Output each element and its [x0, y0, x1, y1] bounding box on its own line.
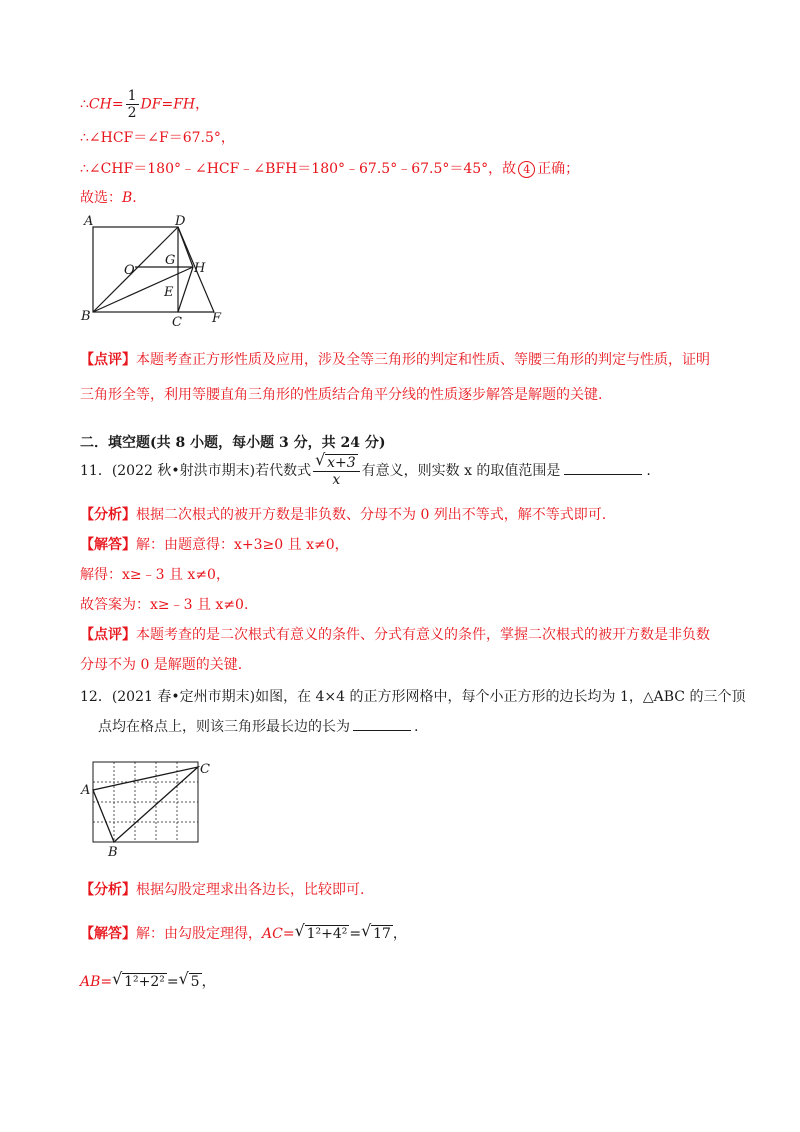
section-title: 二．填空题(共 8 小题，每小题 3 分，共 24 分): [80, 435, 386, 451]
q11-comment-2: 分母不为 0 是解题的关键.: [80, 657, 243, 673]
analysis-text: 根据二次根式的被开方数是非负数、分母不为 0 列出不等式，解不等式即可.: [136, 507, 607, 523]
segment-df: DF: [140, 96, 162, 113]
equals-sign-2: =: [166, 974, 179, 990]
answer-blank[interactable]: [353, 718, 411, 731]
comment-tag: 【点评】: [80, 627, 136, 643]
q11-analysis: [80, 505, 606, 525]
sqrt-result: [361, 920, 393, 948]
label-b: B: [81, 309, 91, 324]
comment-paragraph-1: [80, 350, 710, 370]
radical-sign: √: [361, 921, 372, 940]
label-a: A: [84, 214, 94, 229]
analysis-tag: 【分析】: [80, 507, 136, 523]
solution-line-angle-chf: [80, 159, 579, 179]
answer-tag: 【解答】: [80, 926, 136, 942]
radical-sign: √: [112, 969, 123, 988]
equals-sign: =: [111, 96, 124, 113]
sqrt-ac-squares: [295, 920, 350, 948]
q11-answer-3: 故答案为：x≥﹣3 且 x≠0.: [80, 597, 249, 613]
radical-sign: √: [178, 969, 189, 988]
sqrt-ab-squares: [112, 968, 167, 996]
comment-tag: 【点评】: [80, 352, 136, 368]
question-12-stem-1: 12．(2021 春•定州市期末)如图，在 4×4 的正方形网格中，每个小正方形的边长均为 1，△ABC 的三个顶: [80, 689, 746, 705]
segment-ac: AC: [262, 926, 283, 942]
label-c: C: [200, 762, 210, 777]
square-figure: [78, 212, 238, 332]
radicand: x+3: [327, 454, 356, 471]
label-g: G: [165, 253, 176, 268]
choice-answer: B: [122, 190, 133, 206]
label-f: F: [212, 311, 222, 326]
q11-stem-text-2: 有意义，则实数 x 的取值范围是: [361, 463, 561, 479]
fraction-half: [126, 88, 139, 121]
label-d: D: [175, 214, 186, 229]
segment-fh: FH: [173, 96, 196, 113]
fraction-numerator: 1: [127, 88, 137, 104]
label-o: O: [124, 263, 135, 278]
period: .: [132, 190, 137, 206]
sqrt-expression: [315, 449, 358, 471]
label-a: A: [81, 783, 91, 798]
therefore-symbol: ∴: [80, 96, 89, 113]
radicand: 1²+2²: [124, 974, 165, 990]
comma: ，: [392, 926, 407, 942]
question-12-stem-2: [98, 717, 418, 737]
triangle-abc: [93, 767, 198, 842]
answer-text: 解：由勾股定理得，: [136, 926, 262, 942]
grid-figure: [78, 742, 218, 862]
radical-sign: √: [294, 921, 305, 940]
label-c: C: [172, 315, 182, 330]
solution-line-ch: [80, 88, 209, 121]
label-h: H: [194, 261, 206, 276]
comment-text: 本题考查正方形性质及应用，涉及全等三角形的判定和性质、等腰三角形的判定与性质，证明: [136, 352, 710, 368]
period: .: [646, 463, 651, 479]
q11-fraction-numerator: [313, 449, 360, 472]
q11-fraction: [313, 449, 360, 488]
q12-answer-2: [80, 968, 216, 996]
comment-text: 本题考查的是二次根式有意义的条件、分式有意义的条件，掌握二次根式的被开方数是非负数: [136, 627, 710, 643]
segment-ch-line: [178, 267, 193, 312]
q11-fraction-denominator: x: [332, 471, 341, 488]
answer-tag: 【解答】: [80, 537, 136, 553]
choice-prefix: 故选：: [80, 190, 122, 206]
solution-choice: [80, 188, 137, 208]
answer-text: 解：由题意得：x+3≥0 且 x≠0，: [136, 537, 349, 553]
q11-answer-2: 解得：x≥﹣3 且 x≠0，: [80, 567, 230, 583]
sqrt-result: [179, 968, 202, 996]
segment-ab: AB: [80, 974, 101, 990]
label-b: B: [108, 845, 118, 860]
period: .: [414, 719, 419, 735]
angle-chf-text: ∴∠CHF＝180°﹣∠HCF﹣∠BFH＝180°﹣67.5°﹣67.5°＝45°，故: [80, 161, 517, 177]
q11-stem-text: 11．(2022 秋•射洪市期末)若代数式: [80, 463, 312, 479]
segment-ch: CH: [88, 96, 112, 113]
radicand: 17: [373, 926, 391, 942]
question-11-stem: [80, 449, 651, 489]
radicand: 1²+4²: [306, 926, 348, 942]
equals-sign: =: [100, 974, 113, 990]
radical-sign: √: [315, 449, 326, 469]
fraction-denominator: 2: [127, 105, 137, 121]
circled-number: 4: [518, 161, 535, 178]
comment-paragraph-2: 三角形全等，利用等腰直角三角形的性质结合角平分线的性质逐步解答是解题的关键.: [80, 387, 603, 403]
q12-stem-text: 点均在格点上，则该三角形最长边的长为: [98, 719, 350, 735]
equals-sign: =: [282, 926, 295, 942]
segment-dh: [178, 227, 193, 267]
q11-comment-1: [80, 625, 710, 645]
q12-answer-1: [80, 920, 407, 948]
comma: ，: [195, 96, 210, 113]
label-e: E: [164, 285, 174, 300]
analysis-text: 根据勾股定理求出各边长，比较即可.: [136, 882, 365, 898]
equals-sign-2: =: [161, 96, 174, 113]
q11-answer-1: [80, 535, 349, 555]
correct-text: 正确；: [537, 161, 580, 177]
q12-analysis: [80, 880, 364, 900]
analysis-tag: 【分析】: [80, 882, 136, 898]
radicand: 5: [190, 974, 200, 990]
comma: ，: [201, 974, 216, 990]
solution-line-angle-hcf: ∴∠HCF＝∠F＝67.5°，: [80, 130, 235, 146]
equals-sign-2: =: [349, 926, 362, 942]
answer-blank[interactable]: [564, 462, 642, 475]
